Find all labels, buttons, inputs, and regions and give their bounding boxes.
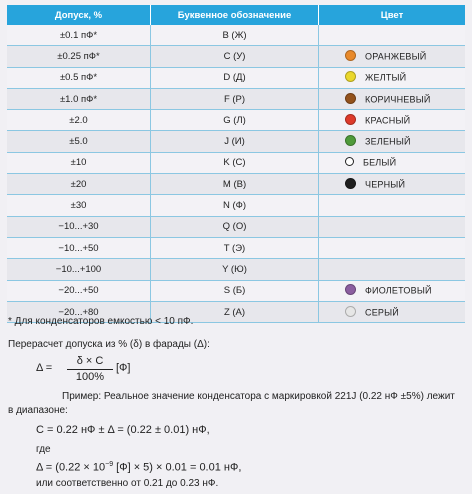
color-cell bbox=[319, 110, 466, 131]
header-color: Цвет bbox=[319, 5, 466, 25]
tolerance-cell: ±30 bbox=[7, 195, 151, 216]
tolerance-cell: −10...+50 bbox=[7, 237, 151, 258]
equation-2-part-a: Δ = (0.22 × 10 bbox=[36, 461, 106, 474]
color-swatch-icon bbox=[345, 71, 356, 82]
table-row bbox=[7, 237, 465, 258]
color-name: КРАСНЫЙ bbox=[365, 115, 411, 126]
color-cell bbox=[319, 67, 466, 88]
letter-code-cell: Y (Ю) bbox=[151, 259, 319, 280]
table-row bbox=[7, 46, 465, 67]
footnote: * Для конденсаторов емкостью < 10 пФ. bbox=[8, 316, 194, 327]
letter-code-cell: N (Ф) bbox=[151, 195, 319, 216]
tolerance-cell: −10...+30 bbox=[7, 216, 151, 237]
letter-code-cell: C (У) bbox=[151, 46, 319, 67]
tolerance-table bbox=[7, 5, 465, 323]
color-name: КОРИЧНЕВЫЙ bbox=[365, 94, 431, 105]
letter-code-cell: M (В) bbox=[151, 174, 319, 195]
table-row bbox=[7, 152, 465, 173]
table-body bbox=[7, 25, 465, 323]
table-row bbox=[7, 131, 465, 152]
letter-code-cell: Z (А) bbox=[151, 301, 319, 322]
color-swatch-icon bbox=[345, 306, 356, 317]
equation-1: C = 0.22 нФ ± Δ = (0.22 ± 0.01) нФ, bbox=[36, 424, 210, 436]
color-cell bbox=[319, 301, 466, 322]
equation-2-part-b: [Ф] × 5) × 0.01 = 0.01 нФ, bbox=[113, 461, 242, 474]
equation-3: или соответственно от 0.21 до 0.23 нФ. bbox=[36, 478, 219, 489]
table-row bbox=[7, 67, 465, 88]
header-letter-code: Буквенное обозначение bbox=[151, 5, 319, 25]
example-line-2: в диапазоне: bbox=[8, 405, 68, 416]
equation-2-exponent: −9 bbox=[105, 461, 114, 468]
tolerance-cell: ±0.25 пФ* bbox=[7, 46, 151, 67]
color-cell bbox=[319, 131, 466, 152]
table-row bbox=[7, 259, 465, 280]
tolerance-cell: ±0.1 пФ* bbox=[7, 25, 151, 46]
color-name: ФИОЛЕТОВЫЙ bbox=[365, 285, 432, 296]
color-name: БЕЛЫЙ bbox=[363, 157, 397, 168]
color-cell bbox=[319, 174, 466, 195]
table-row bbox=[7, 195, 465, 216]
color-swatch-icon bbox=[345, 50, 356, 61]
tolerance-cell: ±0.5 пФ* bbox=[7, 67, 151, 88]
tolerance-cell: −20...+80 bbox=[7, 301, 151, 322]
tolerance-cell: ±2.0 bbox=[7, 110, 151, 131]
color-swatch-icon bbox=[345, 178, 356, 189]
table-row bbox=[7, 25, 465, 46]
color-cell bbox=[319, 237, 466, 258]
letter-code-cell: Q (О) bbox=[151, 216, 319, 237]
tolerance-cell: ±5.0 bbox=[7, 131, 151, 152]
formula-fraction-bar bbox=[67, 369, 113, 370]
table-row bbox=[7, 174, 465, 195]
equation-2 bbox=[36, 461, 241, 474]
example-line-1: Пример: Реальное значение конденсатора с маркировкой 221J (0.22 нФ ±5%) лежит bbox=[62, 391, 455, 402]
formula-numerator: δ × C bbox=[76, 355, 104, 367]
tolerance-cell: ±20 bbox=[7, 174, 151, 195]
color-cell bbox=[319, 195, 466, 216]
tolerance-cell: ±1.0 пФ* bbox=[7, 88, 151, 109]
table-row bbox=[7, 88, 465, 109]
color-swatch-icon bbox=[345, 93, 356, 104]
color-swatch-icon bbox=[345, 135, 356, 146]
header-tolerance: Допуск, % bbox=[7, 5, 151, 25]
color-cell bbox=[319, 152, 466, 173]
formula-denominator: 100% bbox=[75, 371, 105, 383]
color-name: ЖЕЛТЫЙ bbox=[365, 72, 407, 83]
tolerance-cell: ±10 bbox=[7, 152, 151, 173]
letter-code-cell: S (Б) bbox=[151, 280, 319, 301]
tolerance-cell: −10...+100 bbox=[7, 259, 151, 280]
table-row bbox=[7, 280, 465, 301]
color-name: СЕРЫЙ bbox=[365, 307, 399, 317]
letter-code-cell: T (Э) bbox=[151, 237, 319, 258]
letter-code-cell: K (С) bbox=[151, 152, 319, 173]
letter-code-cell: G (Л) bbox=[151, 110, 319, 131]
color-cell bbox=[319, 216, 466, 237]
color-cell bbox=[319, 280, 466, 301]
where-label: где bbox=[36, 444, 51, 455]
color-cell bbox=[319, 88, 466, 109]
letter-code-cell: J (И) bbox=[151, 131, 319, 152]
recalc-intro: Перерасчет допуска из % (δ) в фарады (Δ): bbox=[8, 339, 210, 350]
color-swatch-icon bbox=[345, 157, 354, 166]
color-name: ЗЕЛЕНЫЙ bbox=[365, 136, 411, 147]
color-name: ЧЕРНЫЙ bbox=[365, 179, 406, 190]
letter-code-cell: B (Ж) bbox=[151, 25, 319, 46]
letter-code-cell: D (Д) bbox=[151, 67, 319, 88]
color-name: ОРАНЖЕВЫЙ bbox=[365, 51, 427, 62]
table-row bbox=[7, 216, 465, 237]
color-cell bbox=[319, 46, 466, 67]
table-row bbox=[7, 110, 465, 131]
formula-unit: [Ф] bbox=[116, 362, 131, 374]
color-cell bbox=[319, 25, 466, 46]
color-swatch-icon bbox=[345, 284, 356, 295]
tolerance-cell: −20...+50 bbox=[7, 280, 151, 301]
color-cell bbox=[319, 259, 466, 280]
color-swatch-icon bbox=[345, 114, 356, 125]
table-header-row bbox=[7, 5, 465, 25]
letter-code-cell: F (Р) bbox=[151, 88, 319, 109]
formula-lhs: Δ = bbox=[36, 362, 53, 374]
